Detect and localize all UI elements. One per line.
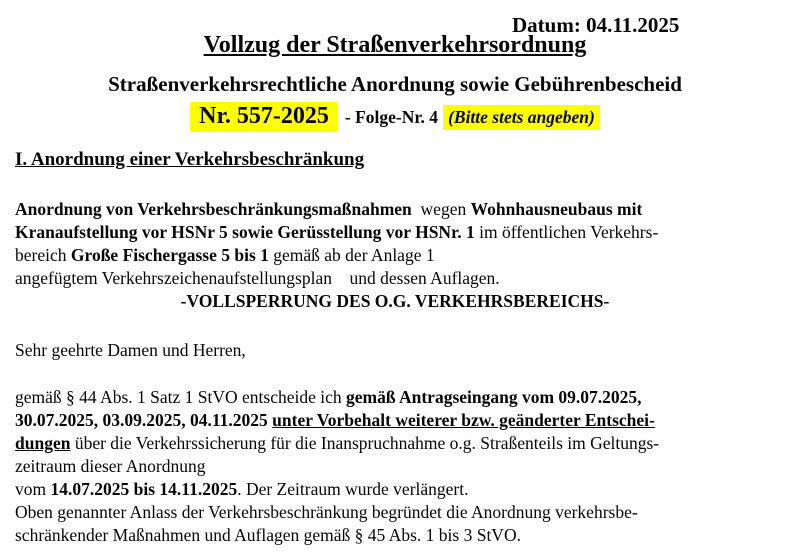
- reference-line: [15, 102, 775, 131]
- text-segment: . Der Zeitraum wurde verlängert.: [237, 479, 469, 499]
- text-segment: wegen: [411, 199, 471, 219]
- text-segment: dungen: [15, 433, 71, 453]
- text-segment: gemäß Antragseingang vom 09.07.2025,: [346, 387, 642, 407]
- text-line: angefügtem Verkehrszeichenaufstellungsplan und dessen Auflagen.: [15, 268, 500, 288]
- text-segment: vom: [15, 479, 51, 499]
- section-heading: I. Anordnung einer Verkehrsbeschränkung: [15, 149, 365, 170]
- document-title: Vollzug der Straßenverkehrsordnung: [203, 32, 587, 58]
- text-segment: im öffentlichen Verkehrs-: [474, 222, 659, 242]
- text-segment: gemäß ab der Anlage 1: [268, 245, 435, 265]
- reference-number-highlight: Nr. 557-2025: [190, 102, 338, 132]
- text-segment: Große Fischergasse 5 bis 1: [70, 245, 269, 265]
- text-line: [15, 432, 775, 455]
- text-segment: gemäß § 44 Abs. 1 Satz 1 StVO entscheide ich: [15, 387, 346, 407]
- text-segment: über die Verkehrssicherung für die Inanspruchnahme o.g. Straßenteils im Geltungs-: [70, 433, 660, 453]
- text-segment: unter Vorbehalt weiterer bzw. geänderter Entschei-: [272, 410, 655, 430]
- text-line: Oben genannter Anlass der Verkehrsbeschränkung begründet die Anordnung verkehrsbe-: [15, 502, 638, 522]
- text-line: zeitraum dieser Anordnung: [15, 456, 206, 476]
- text-segment: 30.07.2025, 03.09.2025, 04.11.2025: [15, 410, 273, 430]
- text-line: schränkender Maßnahmen und Auflagen gemäß § 45 Abs. 1 bis 3 StVO.: [15, 525, 521, 545]
- followup-number: - Folge-Nr. 4: [344, 107, 439, 127]
- reference-note-highlight: (Bitte stets angeben): [443, 105, 600, 130]
- text-line: [15, 221, 775, 244]
- text-segment: Anordnung von Verkehrsbeschränkungsmaßnahmen: [15, 199, 412, 219]
- document-subtitle: Straßenverkehrsrechtliche Anordnung sowie Gebührenbescheid: [108, 72, 682, 96]
- salutation: Sehr geehrte Damen und Herren,: [15, 340, 246, 360]
- full-closure-line: -VOLLSPERRUNG DES O.G. VERKEHRSBEREICHS-: [180, 291, 610, 311]
- decision-paragraph: [15, 386, 775, 547]
- text-segment: Kranaufstellung vor HSNr 5 sowie Gerüsstellung vor HSNr. 1: [15, 222, 475, 242]
- text-segment: bereich: [15, 245, 71, 265]
- text-segment: 14.07.2025 bis 14.11.2025: [50, 479, 238, 499]
- text-line: [15, 478, 775, 501]
- text-line: [15, 198, 775, 221]
- order-paragraph: [15, 198, 775, 313]
- document-page: [0, 13, 795, 555]
- text-line: [15, 244, 775, 267]
- text-segment: Wohnhausneubaus mit: [470, 199, 643, 219]
- text-line: [15, 409, 775, 432]
- document-date-clipped: Datum: 04.11.2025: [512, 13, 680, 37]
- text-line: [15, 386, 775, 409]
